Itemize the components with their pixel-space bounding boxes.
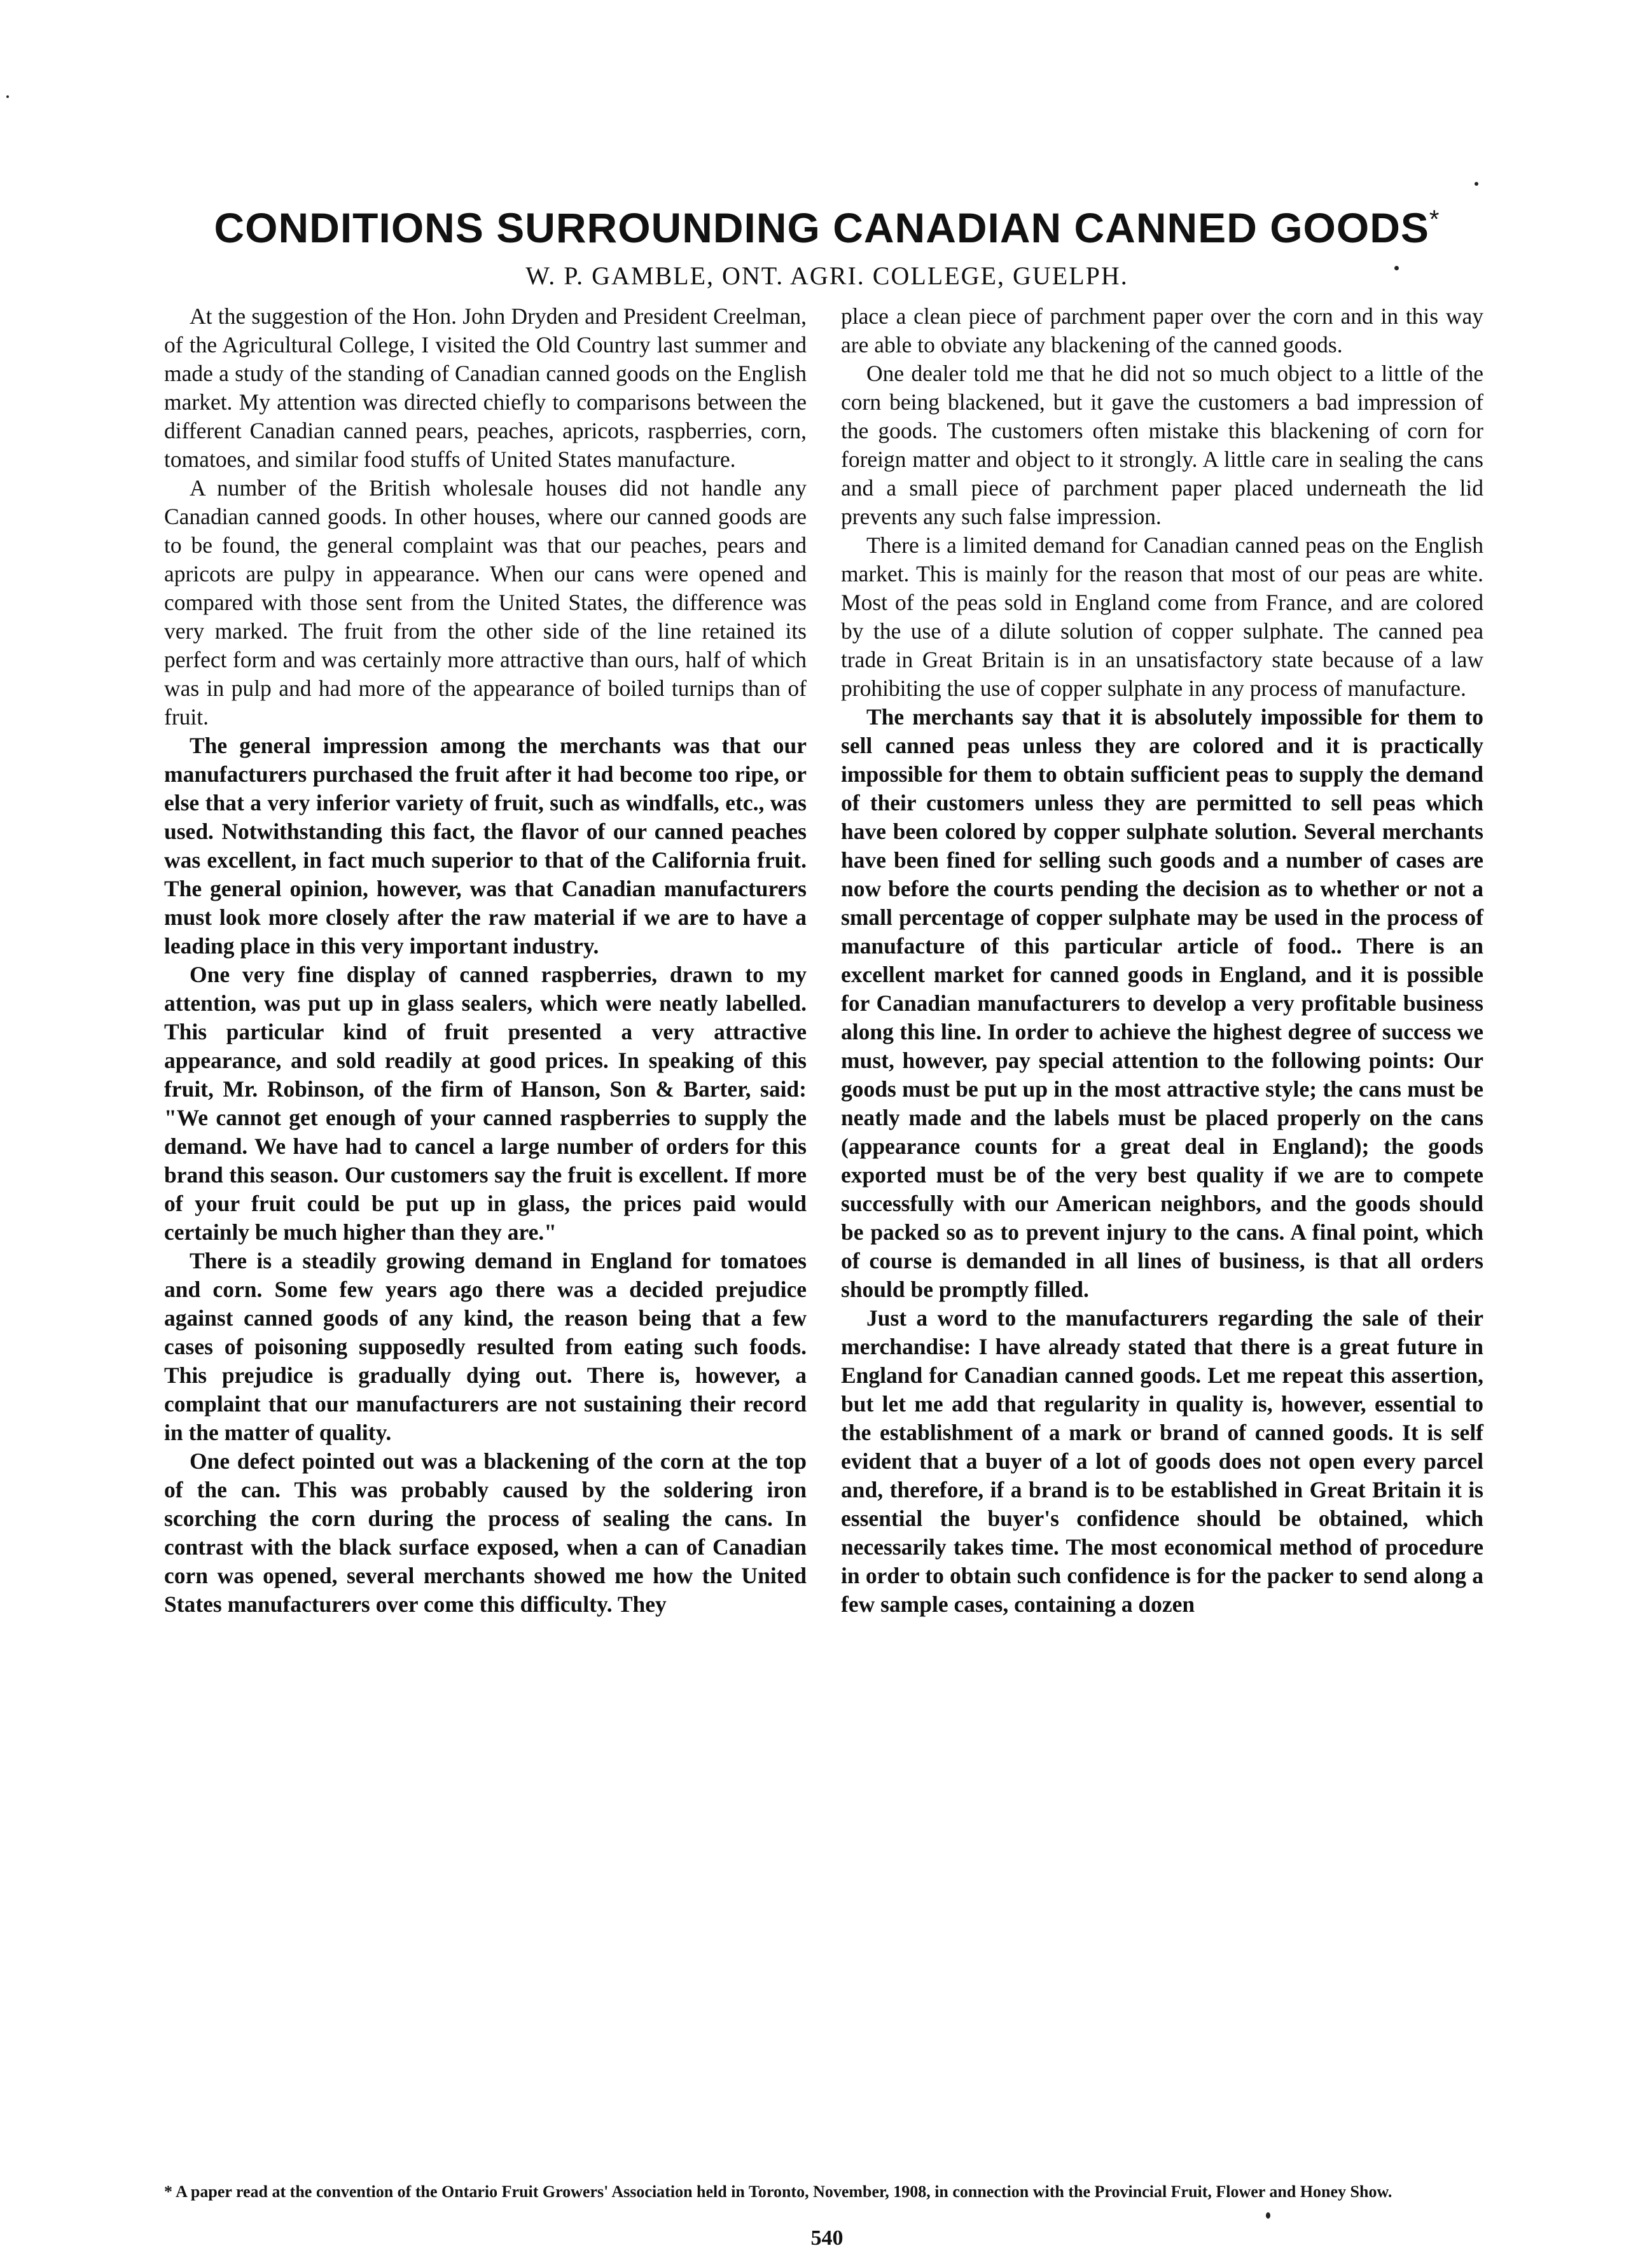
- paragraph: Just a word to the manufacturers regarding the sale of their merchandise: I have already stated that there is a great future in England for Canadian canned goods. Let me repeat this assertion, but let me add that regularity in quality is, however, essential to the establishment of a mark or brand of canned goods. It is self evident that a buyer of a lot of goods does not open every parcel and, therefore, if a brand is to be established in Great Britain it is essential the buyer's confidence should be obtained, which necessarily takes time. The most economical method of procedure in order to obtain such confidence is for the packer to send along a few sample cases, containing a dozen: [841, 1305, 1483, 1617]
- article-title: [127, 204, 1527, 252]
- paragraph: One very fine display of canned raspberries, drawn to my attention, was put up in glass sealers, which were neatly labelled. This particular kind of fruit presented a very attractive appearance, and sold readily at good prices. In speaking of this fruit, Mr. Robinson, of the firm of Hanson, Son & Barter, said: "We cannot get enough of your canned raspberries to supply the demand. We have had to cancel a large number of orders for this brand this season. Our customers say the fruit is excellent. If more of your fruit could be put up in glass, the prices paid would certainly be much higher than they are.": [164, 962, 807, 1245]
- scan-speck: [6, 95, 9, 98]
- paragraph: A number of the British wholesale houses did not handle any Canadian canned goods. In other houses, where our canned goods are to be found, the general complaint was that our peaches, pears and apricots are pulpy in appearance. When our cans were opened and compared with those sent from the United States, the difference was very marked. The fruit from the other side of the line retained its perfect form and was certainly more attractive than ours, half of which was in pulp and had more of the appearance of boiled turnips than of fruit.: [164, 475, 807, 730]
- scan-speck: [1394, 266, 1399, 270]
- paragraph: The merchants say that it is absolutely impossible for them to sell canned peas unless they are colored and it is practically impossible for them to obtain sufficient peas to supply the demand of their customers unless they are permitted to sell peas which have been colored by copper sulphate solution. Several merchants have been fined for selling such goods and a number of cases are now before the courts pending the decision as to whether or not a small percentage of copper sulphate may be used in the process of manufacture of this particular article of food.. There is an excellent market for canned goods in England, and it is possible for Canadian manufacturers to develop a very profitable business along this line. In order to achieve the highest degree of success we must, however, pay special attention to the following points: Our goods must be put up in the most attractive style; the cans must be neatly made and the labels must be placed properly on the cans (appearance counts for a great deal in England); the goods exported must be of the very best quality if we are to compete successfully with our American neighbors, and the goods should be packed so as to prevent injury to the cans. A final point, which of course is demanded in all lines of business, is that all orders should be promptly filled.: [841, 704, 1483, 1302]
- scan-speck: [1266, 2212, 1270, 2219]
- scan-speck: [1475, 182, 1478, 186]
- paragraph: The general impression among the merchants was that our manufacturers purchased the fruit after it had become too ripe, or else that a very inferior variety of fruit, such as windfalls, etc., was used. Notwithstanding this fact, the flavor of our canned peaches was excellent, in fact much superior to that of the California fruit. The general opinion, however, was that Canadian manufacturers must look more closely after the raw material if we are to have a leading place in this very important industry.: [164, 733, 807, 959]
- footnote-marker: *: [1429, 205, 1440, 233]
- paragraph: At the suggestion of the Hon. John Dryden and President Creelman, of the Agricultural College, I visited the Old Country last summer and made a study of the standing of Canadian canned goods on the English market. My attention was directed chiefly to comparisons between the different Canadian canned pears, peaches, apricots, raspberries, corn, tomatoes, and similar food stuffs of United States manufacture.: [164, 303, 807, 472]
- paragraph: place a clean piece of parchment paper over the corn and in this way are able to obviate any blackening of the canned goods.: [841, 303, 1483, 357]
- left-column: [164, 302, 807, 1619]
- page-number: 540: [810, 2226, 843, 2250]
- article-title-text: CONDITIONS SURROUNDING CANADIAN CANNED GOODS: [214, 204, 1429, 251]
- article-byline: W. P. GAMBLE, ONT. AGRI. COLLEGE, GUELPH.: [525, 261, 1128, 290]
- footnote: * A paper read at the convention of the Ontario Fruit Growers' Association held in Toronto, November, 1908, in connection with the Provincial Fruit, Flower and Honey Show.: [164, 2182, 1392, 2201]
- paragraph: There is a steadily growing demand in England for tomatoes and corn. Some few years ago there was a decided prejudice against canned goods of any kind, the reason being that a few cases of poisoning supposedly resulted from eating such foods. This prejudice is gradually dying out. There is, however, a complaint that our manufacturers are not sustaining their record in the matter of quality.: [164, 1248, 807, 1445]
- paragraph: One dealer told me that he did not so much object to a little of the corn being blackened, but it gave the customers a bad impression of the goods. The customers often mistake this blackening of corn for foreign matter and object to it strongly. A little care in sealing the cans and a small piece of parchment paper placed underneath the lid prevents any such false impression.: [841, 361, 1483, 529]
- right-column: [841, 302, 1483, 1619]
- paragraph: There is a limited demand for Canadian canned peas on the English market. This is mainly for the reason that most of our peas are white. Most of the peas sold in England come from France, and are colored by the use of a dilute solution of copper sulphate. The canned pea trade in Great Britain is in an unsatisfactory state because of a law prohibiting the use of copper sulphate in any process of manufacture.: [841, 532, 1483, 701]
- paragraph: One defect pointed out was a blackening of the corn at the top of the can. This was probably caused by the soldering iron scorching the corn during the process of sealing the cans. In contrast with the black surface exposed, when a can of Canadian corn was opened, several merchants showed me how the United States manufacturers over come this difficulty. They: [164, 1448, 807, 1617]
